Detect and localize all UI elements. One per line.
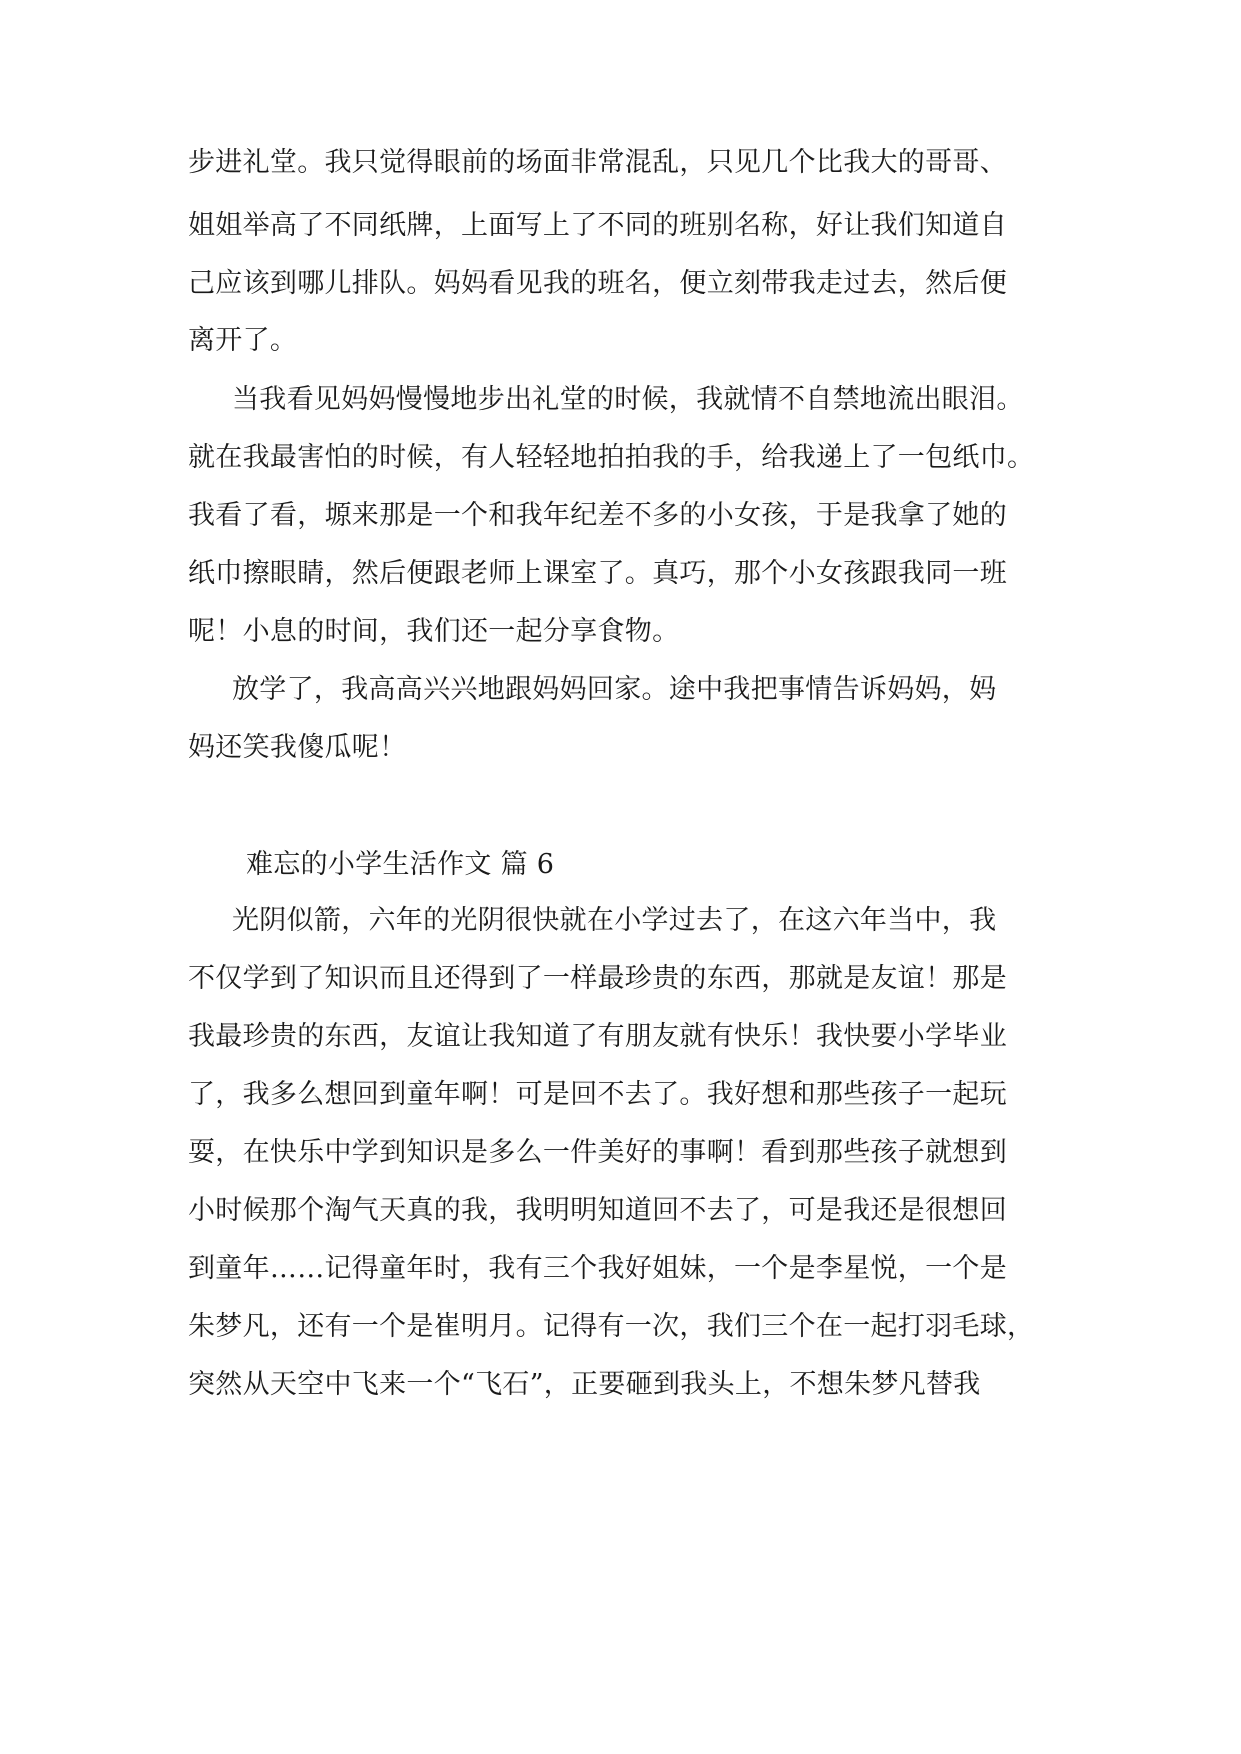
- text-line: 妈还笑我傻瓜呢！: [188, 732, 407, 763]
- text-line: 姐姐举高了不同纸牌，上面写上了不同的班别名称，好让我们知道自: [188, 210, 1007, 241]
- text-line: 朱梦凡，还有一个是崔明月。记得有一次，我们三个在一起打羽毛球，: [188, 1311, 1035, 1342]
- text-line: 呢！小息的时间，我们还一起分享食物。: [188, 616, 680, 647]
- text-line: 步进礼堂。我只觉得眼前的场面非常混乱，只见几个比我大的哥哥、: [188, 147, 1007, 178]
- text-line: 光阴似箭，六年的光阴很快就在小学过去了，在这六年当中，我: [232, 905, 997, 936]
- text-line: 到童年……记得童年时，我有三个我好姐妹，一个是李星悦，一个是: [188, 1253, 1007, 1284]
- text-line: 纸巾擦眼睛，然后便跟老师上课室了。真巧，那个小女孩跟我同一班: [188, 558, 1007, 589]
- text-line: 离开了。: [188, 325, 298, 356]
- text-line: 耍，在快乐中学到知识是多么一件美好的事啊！看到那些孩子就想到: [188, 1137, 1007, 1168]
- section-heading: 难忘的小学生活作文 篇 6: [246, 849, 555, 880]
- text-line: 当我看见妈妈慢慢地步出礼堂的时候，我就情不自禁地流出眼泪。: [232, 384, 1024, 415]
- text-line: 我最珍贵的东西，友谊让我知道了有朋友就有快乐！我快要小学毕业: [188, 1021, 1007, 1052]
- text-line: 不仅学到了知识而且还得到了一样最珍贵的东西，那就是友谊！那是: [188, 963, 1007, 994]
- text-line: 了，我多么想回到童年啊！可是回不去了。我好想和那些孩子一起玩: [188, 1079, 1007, 1110]
- text-line: 己应该到哪儿排队。妈妈看见我的班名，便立刻带我走过去，然后便: [188, 268, 1007, 299]
- text-line: 突然从天空中飞来一个“飞石”，正要砸到我头上，不想朱梦凡替我: [188, 1369, 981, 1400]
- text-line: 我看了看，塬来那是一个和我年纪差不多的小女孩，于是我拿了她的: [188, 500, 1007, 531]
- text-line: 放学了，我高高兴兴地跟妈妈回家。途中我把事情告诉妈妈，妈: [232, 674, 997, 705]
- text-line: 小时候那个淘气天真的我，我明明知道回不去了，可是我还是很想回: [188, 1195, 1007, 1226]
- text-line: 就在我最害怕的时候，有人轻轻地拍拍我的手，给我递上了一包纸巾。: [188, 442, 1035, 473]
